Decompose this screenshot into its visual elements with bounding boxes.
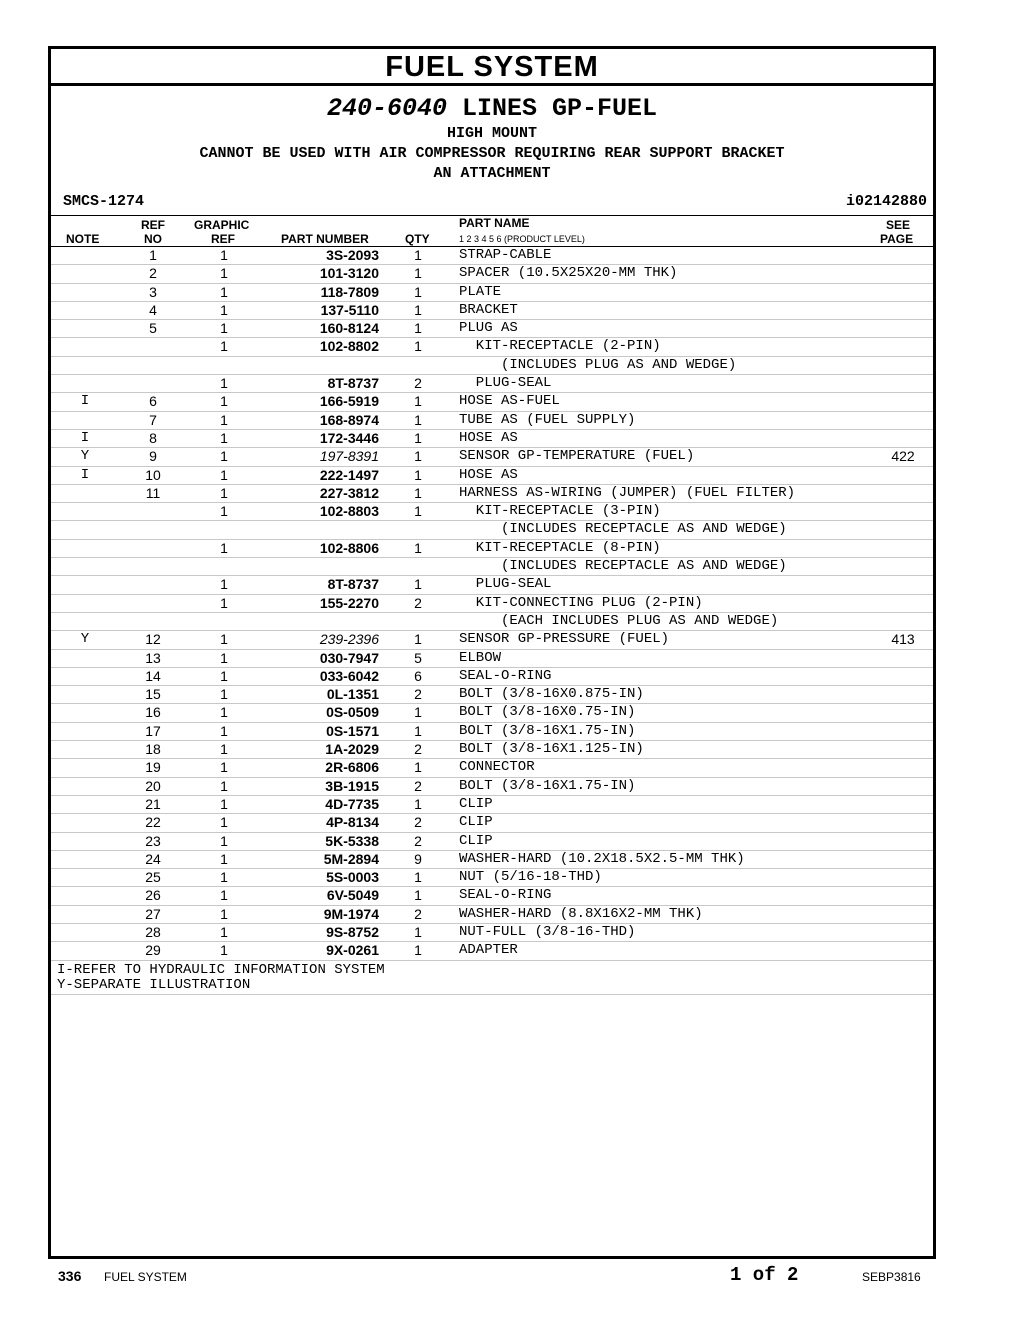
table-row — [51, 393, 933, 411]
smcs-code: SMCS-1274 — [63, 193, 145, 210]
row-qty: 1 — [414, 320, 422, 337]
row-part-name: ADAPTER — [459, 942, 518, 959]
row-ref-no: 5 — [149, 320, 157, 337]
row-part-number: 222-1497 — [319, 466, 379, 483]
row-part-number: 9M-1974 — [323, 905, 379, 922]
row-note: Y — [80, 448, 90, 465]
row-graphic-ref: 1 — [220, 503, 228, 520]
row-part-number: 9X-0261 — [326, 942, 379, 959]
row-qty: 1 — [414, 283, 422, 300]
row-graphic-ref: 1 — [220, 393, 228, 410]
row-part-name: CONNECTOR — [459, 759, 535, 776]
row-part-number: 118-7809 — [320, 283, 379, 300]
row-part-name: BOLT (3/8-16X0.75-IN) — [459, 704, 636, 721]
table-row — [51, 741, 933, 759]
table-row — [51, 814, 933, 832]
row-part-number: 0S-1571 — [326, 722, 379, 739]
row-qty: 2 — [414, 832, 422, 849]
row-qty: 1 — [414, 923, 422, 940]
row-qty: 1 — [414, 795, 422, 812]
table-row — [51, 265, 933, 283]
row-see-page: 413 — [891, 631, 915, 648]
row-qty: 1 — [414, 484, 422, 501]
row-ref-no: 14 — [145, 667, 161, 684]
row-qty: 2 — [414, 594, 422, 611]
row-part-number: 155-2270 — [319, 594, 379, 611]
table-row — [51, 595, 933, 613]
row-graphic-ref: 1 — [220, 631, 228, 648]
row-qty: 1 — [414, 265, 422, 282]
row-qty: 2 — [414, 905, 422, 922]
row-graphic-ref: 1 — [220, 247, 228, 263]
row-part-number: 197-8391 — [319, 448, 379, 465]
row-graphic-ref: 1 — [220, 942, 228, 959]
row-ref-no: 28 — [145, 923, 161, 940]
row-part-number: 168-8974 — [319, 411, 379, 428]
row-part-name: KIT-RECEPTACLE (8-PIN) — [459, 539, 661, 556]
row-qty: 1 — [414, 301, 422, 318]
col-graphic-top: GRAPHIC — [194, 218, 250, 232]
row-part-name: PLUG AS — [459, 320, 518, 337]
row-graphic-ref: 1 — [220, 484, 228, 501]
table-row — [51, 284, 933, 302]
col-note: NOTE — [66, 232, 100, 246]
row-ref-no: 13 — [145, 649, 161, 666]
row-graphic-ref: 1 — [220, 283, 228, 300]
row-ref-no: 25 — [145, 869, 161, 886]
row-qty: 1 — [414, 539, 422, 556]
row-note: I — [80, 466, 90, 483]
row-part-number: 102-8803 — [319, 503, 379, 520]
row-ref-no: 23 — [145, 832, 161, 849]
col-ref-top: REF — [141, 218, 165, 232]
table-row — [51, 430, 933, 448]
row-graphic-ref: 1 — [220, 411, 228, 428]
table-row — [51, 704, 933, 722]
row-part-number: 2R-6806 — [325, 759, 379, 776]
row-part-name: BRACKET — [459, 301, 518, 318]
row-graphic-ref: 1 — [220, 850, 228, 867]
row-part-number: 172-3446 — [319, 429, 379, 446]
row-part-number: 0S-0509 — [326, 704, 379, 721]
row-qty: 1 — [414, 247, 422, 263]
row-ref-no: 6 — [149, 393, 157, 410]
row-ref-no: 26 — [145, 887, 161, 904]
row-part-name: HOSE AS-FUEL — [459, 393, 560, 410]
row-graphic-ref: 1 — [220, 923, 228, 940]
row-graphic-ref: 1 — [220, 338, 228, 355]
row-ref-no: 1 — [149, 247, 157, 263]
row-qty: 1 — [414, 887, 422, 904]
row-part-name: NUT (5/16-18-THD) — [459, 869, 602, 886]
table-row — [51, 668, 933, 686]
row-ref-no: 21 — [145, 795, 161, 812]
row-qty: 2 — [414, 741, 422, 758]
row-part-name: BOLT (3/8-16X1.125-IN) — [459, 741, 644, 758]
row-part-name: ELBOW — [459, 649, 502, 666]
row-part-name: CLIP — [459, 814, 493, 831]
footnotes — [51, 961, 933, 995]
row-graphic-ref: 1 — [220, 686, 228, 703]
col-part-name: PART NAME — [459, 216, 530, 230]
col-see-bottom: PAGE — [880, 232, 914, 246]
row-qty: 2 — [414, 814, 422, 831]
row-part-number: 8T-8737 — [327, 375, 379, 392]
row-graphic-ref: 1 — [220, 320, 228, 337]
row-see-page: 422 — [891, 448, 915, 465]
row-part-name: PLUG-SEAL — [459, 375, 552, 392]
row-part-number: 4P-8134 — [326, 814, 379, 831]
row-part-number: 166-5919 — [319, 393, 379, 410]
row-part-name: SENSOR GP-TEMPERATURE (FUEL) — [459, 448, 695, 465]
table-row — [51, 540, 933, 558]
row-graphic-ref: 1 — [220, 649, 228, 666]
row-part-number: 160-8124 — [319, 320, 379, 337]
table-row — [51, 942, 933, 960]
table-row — [51, 796, 933, 814]
table-row — [51, 631, 933, 649]
row-part-name: SENSOR GP-PRESSURE (FUEL) — [459, 631, 670, 648]
row-part-name: WASHER-HARD (8.8X16X2-MM THK) — [459, 905, 703, 922]
table-row — [51, 467, 933, 485]
row-graphic-ref: 1 — [220, 466, 228, 483]
row-qty: 1 — [414, 759, 422, 776]
row-qty: 9 — [414, 850, 422, 867]
subtitle-line-3: AN ATTACHMENT — [433, 165, 551, 182]
col-graphic-bottom: REF — [211, 232, 235, 246]
table-row — [51, 869, 933, 887]
table-row — [51, 887, 933, 905]
row-part-name: NUT-FULL (3/8-16-THD) — [459, 923, 636, 940]
row-part-number: 9S-8752 — [326, 923, 379, 940]
row-ref-no: 3 — [149, 283, 157, 300]
row-part-name: PLUG-SEAL — [459, 576, 552, 593]
group-title — [51, 94, 933, 124]
table-row — [51, 247, 933, 265]
row-part-name: CLIP — [459, 832, 493, 849]
row-ref-no: 27 — [145, 905, 161, 922]
table-row — [51, 723, 933, 741]
row-part-number: 3B-1915 — [325, 777, 379, 794]
row-ref-no: 2 — [149, 265, 157, 282]
table-row — [51, 778, 933, 796]
row-part-name: HOSE AS — [459, 429, 518, 446]
row-part-name: BOLT (3/8-16X1.75-IN) — [459, 722, 636, 739]
row-part-number: 5M-2894 — [323, 850, 379, 867]
row-part-name: STRAP-CABLE — [459, 247, 552, 263]
row-graphic-ref: 1 — [220, 905, 228, 922]
row-qty: 5 — [414, 649, 422, 666]
row-graphic-ref: 1 — [220, 576, 228, 593]
table-row — [51, 357, 933, 375]
row-part-number: 101-3120 — [319, 265, 379, 282]
row-qty: 1 — [414, 576, 422, 593]
table-row — [51, 448, 933, 466]
table-row — [51, 503, 933, 521]
row-graphic-ref: 1 — [220, 539, 228, 556]
row-graphic-ref: 1 — [220, 777, 228, 794]
table-row — [51, 906, 933, 924]
row-ref-no: 19 — [145, 759, 161, 776]
row-qty: 1 — [414, 393, 422, 410]
row-ref-no: 7 — [149, 411, 157, 428]
row-part-number: 239-2396 — [319, 631, 379, 648]
row-part-number: 1A-2029 — [325, 741, 379, 758]
group-number: 240-6040 — [326, 94, 447, 123]
row-graphic-ref: 1 — [220, 814, 228, 831]
row-note: I — [80, 393, 90, 410]
row-part-name: TUBE AS (FUEL SUPPLY) — [459, 411, 636, 428]
row-ref-no: 15 — [145, 686, 161, 703]
row-part-number: 102-8806 — [319, 539, 379, 556]
row-ref-no: 18 — [145, 741, 161, 758]
row-part-number: 030-7947 — [319, 649, 379, 666]
row-part-name: KIT-CONNECTING PLUG (2-PIN) — [459, 594, 703, 611]
row-part-name: (INCLUDES RECEPTACLE AS AND WEDGE) — [459, 521, 787, 538]
col-qty: QTY — [405, 232, 430, 246]
table-row — [51, 320, 933, 338]
table-row — [51, 375, 933, 393]
row-part-number: 227-3812 — [319, 484, 379, 501]
table-row — [51, 686, 933, 704]
row-part-name: SEAL-O-RING — [459, 887, 552, 904]
table-row — [51, 759, 933, 777]
row-part-name: SEAL-O-RING — [459, 667, 552, 684]
row-part-number: 5K-5338 — [325, 832, 379, 849]
table-row — [51, 521, 933, 539]
row-part-name: BOLT (3/8-16X1.75-IN) — [459, 777, 636, 794]
parts-page-frame — [48, 46, 936, 1259]
row-qty: 2 — [414, 777, 422, 794]
subtitle-line-2: CANNOT BE USED WITH AIR COMPRESSOR REQUIRING REAR SUPPORT BRACKET — [199, 145, 785, 162]
row-part-name: KIT-RECEPTACLE (3-PIN) — [459, 503, 661, 520]
col-product-levels: 1 2 3 4 5 6 (PRODUCT LEVEL) — [459, 234, 585, 244]
row-part-number: 033-6042 — [319, 667, 379, 684]
row-qty: 1 — [414, 338, 422, 355]
illustration-id: i02142880 — [845, 193, 927, 210]
row-part-name: CLIP — [459, 795, 493, 812]
row-ref-no: 8 — [149, 429, 157, 446]
row-graphic-ref: 1 — [220, 832, 228, 849]
table-row — [51, 485, 933, 503]
row-qty: 6 — [414, 667, 422, 684]
row-graphic-ref: 1 — [220, 265, 228, 282]
row-qty: 2 — [414, 686, 422, 703]
row-ref-no: 9 — [149, 448, 157, 465]
row-qty: 1 — [414, 722, 422, 739]
row-part-name: (INCLUDES PLUG AS AND WEDGE) — [459, 356, 737, 373]
row-qty: 1 — [414, 942, 422, 959]
row-graphic-ref: 1 — [220, 887, 228, 904]
row-part-number: 0L-1351 — [326, 686, 379, 703]
row-ref-no: 12 — [145, 631, 161, 648]
row-graphic-ref: 1 — [220, 375, 228, 392]
parts-table-body — [51, 247, 933, 961]
row-qty: 2 — [414, 375, 422, 392]
row-graphic-ref: 1 — [220, 429, 228, 446]
row-part-name: HARNESS AS-WIRING (JUMPER) (FUEL FILTER) — [459, 484, 796, 501]
subtitle-line-1: HIGH MOUNT — [446, 125, 537, 142]
row-qty: 1 — [414, 448, 422, 465]
table-row — [51, 558, 933, 576]
table-row — [51, 576, 933, 594]
row-part-number: 137-5110 — [320, 301, 379, 318]
row-ref-no: 10 — [145, 466, 161, 483]
row-ref-no: 4 — [149, 301, 157, 318]
row-graphic-ref: 1 — [220, 594, 228, 611]
row-note: Y — [80, 631, 90, 648]
document-code: SEBP3816 — [862, 1270, 921, 1284]
row-note: I — [80, 429, 90, 446]
row-part-name: KIT-RECEPTACLE (2-PIN) — [459, 338, 661, 355]
row-qty: 1 — [414, 411, 422, 428]
col-ref-bottom: NO — [144, 232, 162, 246]
row-part-name: BOLT (3/8-16X0.875-IN) — [459, 686, 644, 703]
footer-section: FUEL SYSTEM — [104, 1270, 187, 1284]
row-qty: 1 — [414, 429, 422, 446]
row-part-number: 102-8802 — [319, 338, 379, 355]
smcs-row — [51, 192, 933, 216]
sheet-indicator: 1 of 2 — [730, 1264, 799, 1286]
row-ref-no: 11 — [145, 484, 161, 501]
group-name: LINES GP-FUEL — [462, 94, 658, 123]
row-graphic-ref: 1 — [220, 722, 228, 739]
row-qty: 1 — [414, 704, 422, 721]
row-part-number: 5S-0003 — [326, 869, 379, 886]
row-part-number: 3S-2093 — [326, 247, 379, 263]
row-ref-no: 20 — [145, 777, 161, 794]
row-qty: 1 — [414, 631, 422, 648]
row-part-name: WASHER-HARD (10.2X18.5X2.5-MM THK) — [459, 850, 745, 867]
row-qty: 1 — [414, 466, 422, 483]
row-part-number: 6V-5049 — [326, 887, 379, 904]
row-graphic-ref: 1 — [220, 704, 228, 721]
row-part-name: SPACER (10.5X25X20-MM THK) — [459, 265, 678, 282]
row-part-number: 8T-8737 — [327, 576, 379, 593]
row-part-name: (EACH INCLUDES PLUG AS AND WEDGE) — [459, 612, 779, 629]
table-row — [51, 833, 933, 851]
table-row — [51, 338, 933, 356]
table-row — [51, 302, 933, 320]
row-graphic-ref: 1 — [220, 301, 228, 318]
row-part-name: HOSE AS — [459, 466, 518, 483]
col-part-number: PART NUMBER — [281, 232, 369, 246]
row-graphic-ref: 1 — [220, 741, 228, 758]
row-ref-no: 16 — [145, 704, 161, 721]
row-qty: 1 — [414, 869, 422, 886]
table-row — [51, 613, 933, 631]
row-part-name: (INCLUDES RECEPTACLE AS AND WEDGE) — [459, 558, 787, 575]
row-graphic-ref: 1 — [220, 667, 228, 684]
page-number: 336 — [58, 1268, 82, 1284]
row-graphic-ref: 1 — [220, 759, 228, 776]
table-row — [51, 924, 933, 942]
table-row — [51, 851, 933, 869]
row-ref-no: 24 — [145, 850, 161, 867]
table-row — [51, 412, 933, 430]
page-footer — [0, 1262, 1020, 1292]
table-header — [51, 216, 933, 247]
footnote-i: I-REFER TO HYDRAULIC INFORMATION SYSTEM — [57, 961, 385, 978]
footnote-y: Y-SEPARATE ILLUSTRATION — [57, 976, 251, 993]
row-ref-no: 22 — [145, 814, 161, 831]
row-graphic-ref: 1 — [220, 448, 228, 465]
row-part-number: 4D-7735 — [325, 795, 379, 812]
section-title: FUEL SYSTEM — [51, 49, 933, 86]
row-ref-no: 17 — [145, 722, 161, 739]
row-graphic-ref: 1 — [220, 795, 228, 812]
table-row — [51, 650, 933, 668]
row-graphic-ref: 1 — [220, 869, 228, 886]
row-ref-no: 29 — [145, 942, 161, 959]
col-see-top: SEE — [886, 218, 911, 232]
row-part-name: PLATE — [459, 283, 502, 300]
row-qty: 1 — [414, 503, 422, 520]
